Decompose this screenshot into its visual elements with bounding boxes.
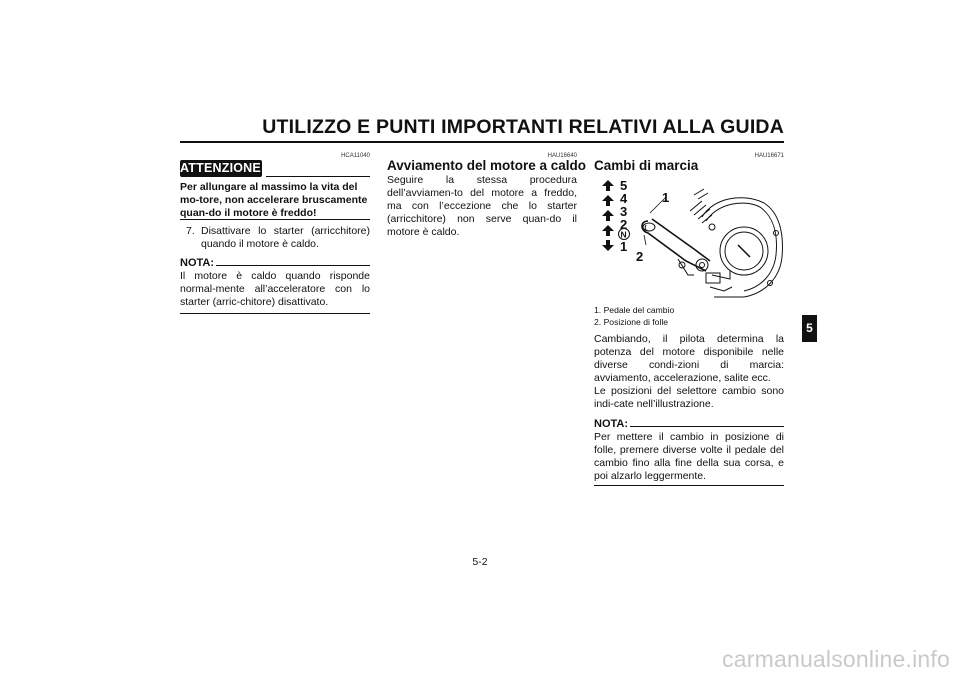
warning-rule [266, 176, 370, 177]
page-number: 5-2 [472, 556, 488, 568]
nota-text: Il motore è caldo quando risponde normal-mente all’acceleratore con lo starter (arric-chitore) disattivato. [180, 270, 370, 308]
step-number: 7. [186, 225, 195, 237]
nota-label: NOTA: [594, 418, 629, 430]
caption-item [594, 304, 784, 316]
callout-2: 2 [636, 249, 644, 264]
gear-shift-para-2: Le posizioni del selettore cambio sono indi-cate nell’illustrazione. [594, 385, 784, 410]
title-divider [180, 141, 784, 143]
caption-item [594, 316, 784, 328]
gear-shift-figure [594, 175, 784, 303]
warning-code: HCA11040 [341, 153, 370, 159]
section-code: HAU16671 [754, 153, 784, 159]
chapter-tab: 5 [802, 315, 817, 342]
callout-1: 1 [662, 190, 670, 205]
caption-text: Posizione di folle [603, 317, 669, 327]
caption-num: 2. [594, 317, 602, 327]
gear-n-label: N [620, 229, 627, 240]
page-title: UTILIZZO E PUNTI IMPORTANTI RELATIVI ALLA GUIDA [262, 116, 784, 138]
nota-label: NOTA: [180, 257, 215, 269]
gear-3-label: 3 [620, 204, 628, 219]
gear-2-label: 2 [620, 217, 628, 232]
gear-arrows [602, 180, 614, 251]
section-heading-gear-shift: Cambi di marcia [594, 158, 699, 173]
warning-text: Per allungare al massimo la vita del mo-tore, non accelerare bruscamente quan-do il motore è freddo! [180, 181, 368, 219]
warning-bottom-rule [180, 219, 370, 220]
nota-bottom-rule [594, 485, 784, 486]
step-text: Disattivare lo starter (arricchitore) quando il motore è caldo. [201, 225, 370, 250]
caption-num: 1. [594, 305, 602, 315]
gear-1-label: 1 [620, 239, 628, 254]
nota-text: Per mettere il cambio in posizione di folle, premere diverse volte il pedale del cambio fino alla fine della sua corsa, e poi alzarlo leggermente. [594, 431, 784, 482]
figure-captions [594, 304, 784, 328]
nota-rule [216, 265, 370, 266]
nota-rule [630, 426, 784, 427]
gear-shift-para-1: Cambiando, il pilota determina la potenza del motore disponibile nelle diverse condi-zioni di marcia: avviamento, accelerazione, salite ecc. [594, 333, 784, 384]
section-code: HAU16640 [547, 153, 577, 159]
warning-label: ATTENZIONE: [180, 161, 266, 175]
section-heading-hot-start: Avviamento del motore a caldo [387, 158, 587, 173]
caption-text: Pedale del cambio [603, 305, 675, 315]
gear-5-label: 5 [620, 178, 628, 193]
gear-shift-illustration [594, 175, 784, 303]
gear-4-label: 4 [620, 191, 628, 206]
hot-start-text: Seguire la stessa procedura dell’avviamen-to del motore a freddo, ma con l’eccezione che lo starter (arricchitore) non serve quan-do il motore è caldo. [387, 174, 577, 238]
watermark: carmanualsonline.info [722, 646, 950, 672]
nota-bottom-rule [180, 313, 370, 314]
